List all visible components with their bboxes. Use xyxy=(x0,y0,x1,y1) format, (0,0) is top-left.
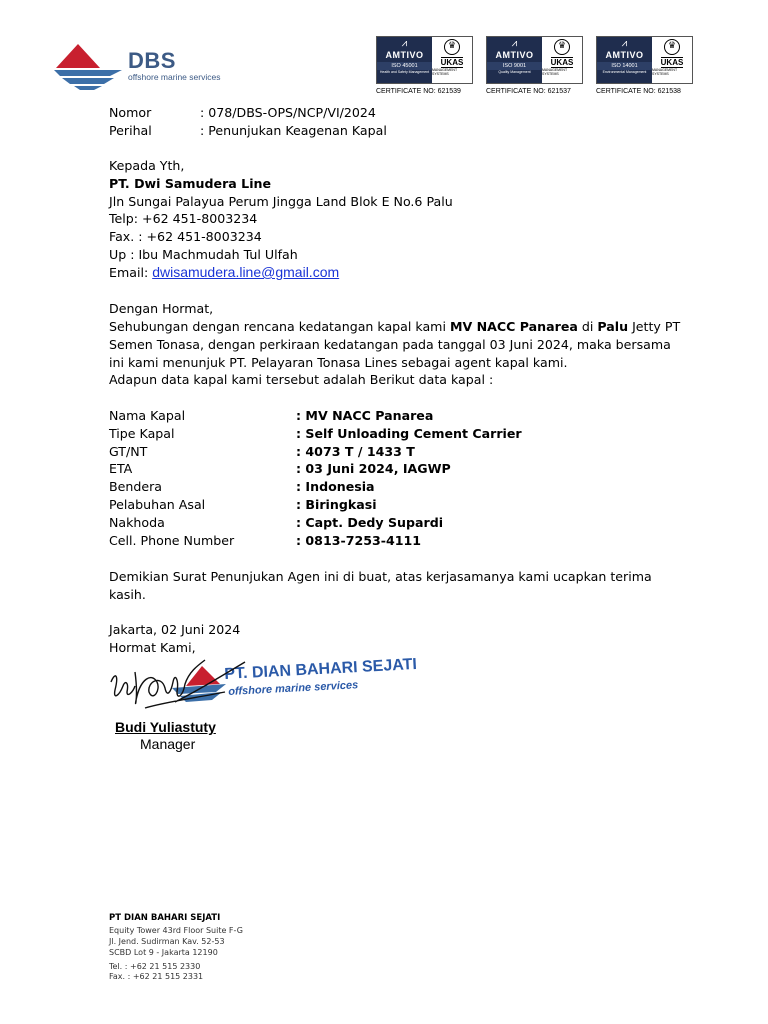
cert-body-sub: MANAGEMENT SYSTEMS xyxy=(542,68,568,76)
cert-number: CERTIFICATE NO: 621539 xyxy=(376,88,461,95)
kepada-line: Kepada Yth, xyxy=(109,158,185,173)
vessel-value: : Self Unloading Cement Carrier xyxy=(296,426,522,441)
recipient-fax: Fax. : +62 451-8003234 xyxy=(109,229,262,244)
signer-name: Budi Yuliastuty xyxy=(115,719,216,735)
crown-icon: ♛ xyxy=(664,39,680,55)
recipient-company: PT. Dwi Samudera Line xyxy=(109,176,272,191)
cert-body: UKAS xyxy=(660,58,684,67)
cert-brand: AMTIVO xyxy=(495,50,534,60)
cert-body-sub: MANAGEMENT SYSTEMS xyxy=(432,68,458,76)
amtivo-mark-icon: ⩘ xyxy=(401,38,408,49)
vessel-value: : 03 Juni 2024, IAGWP xyxy=(296,461,451,476)
stamp-subtitle: offshore marine services xyxy=(228,679,359,698)
vessel-label: Pelabuhan Asal xyxy=(109,497,206,512)
cert-brand: AMTIVO xyxy=(605,50,644,60)
vessel-value: : MV NACC Panarea xyxy=(296,408,434,423)
vessel-value: : 0813-7253-4111 xyxy=(296,533,422,548)
certificate-iso14001 xyxy=(596,36,691,95)
recipient-address: Jln Sungai Palayua Perum Jingga Land Blok E No.6 Palu xyxy=(109,194,453,209)
para-vessel-name: MV NACC Panarea xyxy=(449,319,578,334)
vessel-label: Bendera xyxy=(109,479,163,494)
amtivo-mark-icon: ⩘ xyxy=(511,38,518,49)
cert-body: UKAS xyxy=(440,58,464,67)
cert-iso: ISO 9001 xyxy=(487,62,542,70)
email-label: Email: xyxy=(109,265,153,280)
cert-body-sub: MANAGEMENT SYSTEMS xyxy=(652,68,678,76)
nomor-value: : 078/DBS-OPS/NCP/VI/2024 xyxy=(200,105,376,120)
vessel-label: Cell. Phone Number xyxy=(109,533,235,548)
cert-brand: AMTIVO xyxy=(385,50,424,60)
closing-line-2: kasih. xyxy=(109,587,146,602)
footer-address-1: Equity Tower 43rd Floor Suite F-G xyxy=(109,926,243,935)
vessel-label: Nama Kapal xyxy=(109,408,186,423)
crown-icon: ♛ xyxy=(444,39,460,55)
salutation: Dengan Hormat, xyxy=(109,301,214,316)
cert-number: CERTIFICATE NO: 621538 xyxy=(596,88,681,95)
cert-body: UKAS xyxy=(550,58,574,67)
perihal-value: : Penunjukan Keagenan Kapal xyxy=(200,123,387,138)
cert-iso-sub: Quality Management xyxy=(498,70,531,74)
vessel-label: GT/NT xyxy=(109,444,148,459)
certificate-iso9001 xyxy=(486,36,581,95)
footer-tel: Tel. : +62 21 515 2330 xyxy=(109,962,201,971)
logo-subtitle: offshore marine services xyxy=(128,72,221,82)
cert-iso-sub: Environmental Management xyxy=(602,70,647,74)
paragraph-line-4: Adapun data kapal kami tersebut adalah Berikut data kapal : xyxy=(109,372,494,387)
regards: Hormat Kami, xyxy=(109,640,196,655)
perihal-label: Perihal xyxy=(109,123,152,138)
paragraph-line-1 xyxy=(109,319,680,334)
signer-title: Manager xyxy=(140,736,196,752)
cert-number: CERTIFICATE NO: 621537 xyxy=(486,88,571,95)
cert-iso: ISO 45001 xyxy=(377,62,432,70)
vessel-label: Nakhoda xyxy=(109,515,165,530)
recipient-up: Up : Ibu Machmudah Tul Ulfah xyxy=(109,247,298,262)
para-text: di xyxy=(577,319,598,334)
footer-fax: Fax. : +62 21 515 2331 xyxy=(109,972,204,981)
closing-line-1: Demikian Surat Penunjukan Agen ini di buat, atas kerjasamanya kami ucapkan terima xyxy=(109,569,652,584)
footer-address-3: SCBD Lot 9 - Jakarta 12190 xyxy=(109,948,218,957)
logo-text: DBS xyxy=(128,48,176,73)
vessel-value: : Capt. Dedy Supardi xyxy=(296,515,444,530)
para-text: Jetty PT xyxy=(628,319,681,334)
recipient-telp: Telp: +62 451-8003234 xyxy=(109,211,258,226)
stamp-company: PT. DIAN BAHARI SEJATI xyxy=(224,655,418,683)
crown-icon: ♛ xyxy=(554,39,570,55)
vessel-label: ETA xyxy=(109,461,133,476)
footer-address-2: Jl. Jend. Sudirman Kav. 52-53 xyxy=(109,937,225,946)
vessel-value: : Indonesia xyxy=(296,479,375,494)
footer-company: PT DIAN BAHARI SEJATI xyxy=(109,913,221,923)
nomor-label: Nomor xyxy=(109,105,152,120)
cert-iso: ISO 14001 xyxy=(597,62,652,70)
vessel-value: : Biringkasi xyxy=(296,497,377,512)
vessel-label: Tipe Kapal xyxy=(109,426,175,441)
place-date: Jakarta, 02 Juni 2024 xyxy=(109,622,241,637)
certificate-iso45001 xyxy=(376,36,471,95)
vessel-value: : 4073 T / 1433 T xyxy=(296,444,415,459)
paragraph-line-2: Semen Tonasa, dengan perkiraan kedatangan pada tanggal 03 Juni 2024, maka bersama xyxy=(109,337,671,352)
paragraph-line-3: ini kami menunjuk PT. Pelayaran Tonasa Lines sebagai agent kapal kami. xyxy=(109,355,568,370)
email-link[interactable]: dwisamudera.line@gmail.com xyxy=(152,264,340,280)
para-text: Sehubungan dengan rencana kedatangan kapal kami xyxy=(109,319,450,334)
para-port: Palu xyxy=(597,319,629,334)
amtivo-mark-icon: ⩘ xyxy=(621,38,628,49)
cert-iso-sub: Health and Safety Management xyxy=(379,70,430,74)
recipient-email-line xyxy=(109,264,339,280)
